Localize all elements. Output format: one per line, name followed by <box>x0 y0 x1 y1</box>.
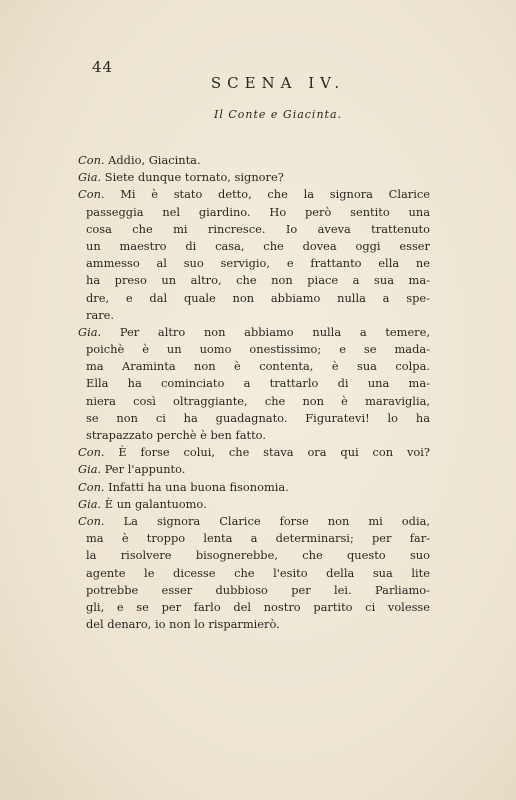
dialogue-line <box>78 496 430 513</box>
line-text: gli, e se per farlo del nostro partito ci volesse <box>86 599 430 614</box>
line-text: La signora Clarice forse non mi odia, <box>123 513 430 528</box>
line-text: del denaro, io non lo risparmierò. <box>86 617 280 632</box>
line-text: È forse colui, che stava ora qui con voi? <box>118 445 430 460</box>
line-text: È un galantuomo. <box>104 496 207 511</box>
line-text: Ella ha cominciato a trattarlo di una ma- <box>86 376 430 391</box>
speaker-label: Con. <box>78 153 105 167</box>
line-text: un maestro di casa, che dovea oggi esser <box>86 238 430 253</box>
speaker-label: Gia. <box>78 462 102 477</box>
line-text: se non ci ha guadagnato. Figuratevi! lo ha <box>86 410 430 425</box>
line-text: Infatti ha una buona fisonomia. <box>108 479 289 494</box>
line-text: ma Araminta non è contenta, è sua colpa. <box>86 359 430 374</box>
dialogue-line <box>78 513 430 530</box>
line-text: Per altro non abbiamo nulla a temere, <box>119 324 430 339</box>
dialogue-text <box>78 152 430 633</box>
speaker-label: Con. <box>78 187 105 202</box>
dialogue-line <box>78 186 430 203</box>
dialogue-line <box>78 410 430 427</box>
line-text: rare. <box>86 307 115 322</box>
speaker-label: Gia. <box>78 324 102 339</box>
speaker-label: Gia. <box>78 496 102 511</box>
scene-title: SCENA IV. <box>210 74 346 92</box>
dialogue-line <box>78 599 430 616</box>
line-text: passeggia nel giardino. Ho però sentito una <box>86 204 430 219</box>
dialogue-line <box>78 238 430 255</box>
dialogue-line <box>78 341 430 358</box>
line-text: dre, e dal quale non abbiamo nulla a spe- <box>86 290 430 305</box>
scene-characters: Il Conte e Giacinta. <box>213 108 343 121</box>
dialogue-line <box>78 272 430 289</box>
line-text: cosa che mi rincresce. Io aveva trattenuto <box>86 221 430 236</box>
line-text: la risolvere bisognerebbe, che questo suo <box>86 548 430 563</box>
dialogue-line <box>78 444 430 461</box>
line-text: Mi è stato detto, che la signora Clarice <box>120 187 431 202</box>
line-text: Addio, Giacinta. <box>108 153 201 167</box>
dialogue-line <box>78 427 430 444</box>
speaker-label: Con. <box>78 445 105 460</box>
dialogue-line <box>78 393 430 410</box>
line-text: ammesso al suo servigio, e frattanto ella ne <box>86 256 430 271</box>
dialogue-line <box>78 530 430 547</box>
dialogue-line <box>78 358 430 375</box>
dialogue-line <box>78 461 430 478</box>
line-text: Per l'appunto. <box>104 462 186 477</box>
line-text: poichè è un uomo onestissimo; e se mada- <box>86 342 430 357</box>
dialogue-line <box>78 204 430 221</box>
dialogue-line <box>78 375 430 392</box>
dialogue-line <box>78 616 430 633</box>
speaker-label: Con. <box>78 513 105 528</box>
speaker-label: Con. <box>78 479 105 494</box>
dialogue-line <box>78 547 430 564</box>
dialogue-line <box>78 307 430 324</box>
dialogue-line <box>78 324 430 341</box>
dialogue-line <box>78 479 430 496</box>
dialogue-line <box>78 152 430 169</box>
line-text: Siete dunque tornato, signore? <box>104 170 284 185</box>
dialogue-line <box>78 221 430 238</box>
dialogue-line <box>78 290 430 307</box>
line-text: agente le dicesse che l'esito della sua lite <box>86 565 430 580</box>
dialogue-line <box>78 169 430 186</box>
page-number: 44 <box>92 58 114 76</box>
line-text: strapazzato perchè è ben fatto. <box>86 428 266 442</box>
line-text: potrebbe esser dubbioso per lei. Parliamo- <box>86 582 430 597</box>
speaker-label: Gia. <box>78 170 102 185</box>
line-text: ha preso un altro, che non piace a sua ma- <box>86 273 430 288</box>
line-text: ma è troppo lenta a determinarsi; per far- <box>86 531 430 546</box>
dialogue-line <box>78 582 430 599</box>
dialogue-line <box>78 565 430 582</box>
line-text: niera così oltraggiante, che non è maraviglia, <box>86 393 430 408</box>
dialogue-line <box>78 255 430 272</box>
